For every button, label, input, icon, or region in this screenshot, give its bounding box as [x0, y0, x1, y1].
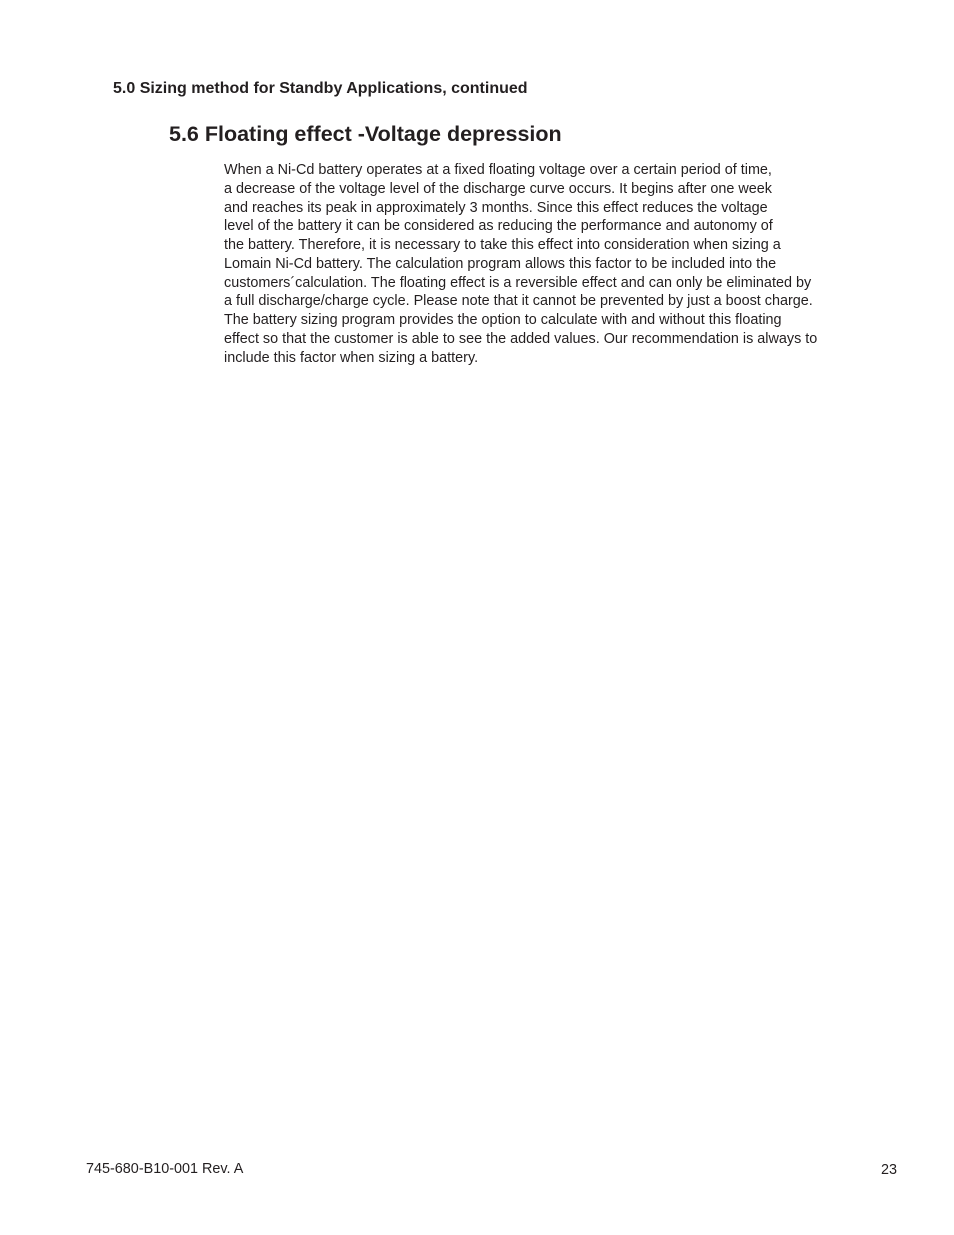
paragraph-line: a decrease of the voltage level of the discharge curve occurs. It begins after one week: [224, 180, 772, 197]
paragraph-line: level of the battery it can be considered as reducing the performance and autonomy of: [224, 218, 773, 235]
running-header: 5.0 Sizing method for Standby Applications, continued: [113, 80, 528, 97]
paragraph-line: a full discharge/charge cycle. Please note that it cannot be prevented by just a boost charge.: [224, 293, 813, 310]
paragraph-line: customers´calculation. The floating effect is a reversible effect and can only be eliminated by: [224, 274, 812, 291]
paragraph-line: effect so that the customer is able to see the added values. Our recommendation is always to: [224, 330, 818, 347]
paragraph-line: the battery. Therefore, it is necessary to take this effect into consideration when sizing a: [224, 237, 781, 253]
paragraph-line: include this factor when sizing a battery.: [224, 349, 479, 366]
body-paragraph: [224, 161, 817, 367]
paragraph-line: The battery sizing program provides the option to calculate with and without this floating: [224, 312, 782, 328]
footer-doc-number: 745-680-B10-001 Rev. A: [86, 1161, 244, 1177]
paragraph-line: and reaches its peak in approximately 3 months. Since this effect reduces the voltage: [224, 199, 768, 216]
paragraph-line: Lomain Ni-Cd battery. The calculation program allows this factor to be included into the: [224, 255, 777, 272]
paragraph-line: When a Ni-Cd battery operates at a fixed floating voltage over a certain period of time,: [224, 162, 772, 178]
footer-page-number: 23: [880, 1162, 897, 1178]
section-title: 5.6 Floating effect -Voltage depression: [169, 122, 562, 146]
